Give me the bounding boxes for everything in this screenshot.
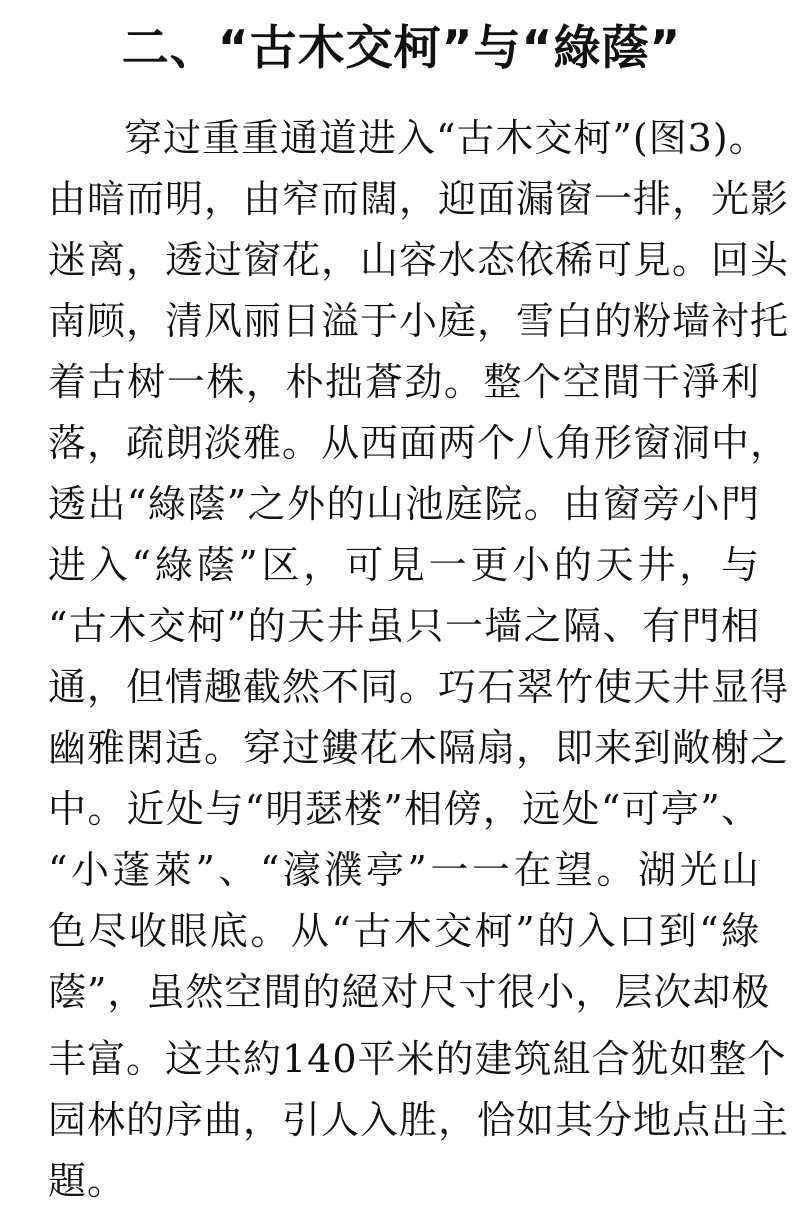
- text-line: 园林的序曲，引人入胜，恰如其分地点出主: [48, 1098, 790, 1142]
- text-line: 南顾，清风丽日溢于小庭，雪白的粉墙衬托: [48, 299, 790, 343]
- section-heading: 二、“古木交柯”与“綠蔭”: [121, 21, 682, 76]
- text-line: 蔭”，虽然空間的絕对尺寸很小，层次却极: [48, 970, 771, 1014]
- text-line: 中。近处与“明瑟楼”相傍，远处“可亭”、: [48, 787, 760, 831]
- text-line: 进入“綠蔭”区，可見一更小的天井，与: [48, 543, 760, 587]
- text-line: 由暗而明，由窄而闊，迎面漏窗一排，光影: [48, 177, 790, 221]
- text-line: 通，但情趣截然不同。巧石翠竹使天井显得: [48, 665, 790, 709]
- text-line: 題。: [48, 1159, 127, 1203]
- text-line: “古木交柯”的天井虽只一墙之隔、有門相: [48, 604, 760, 648]
- text-line: 穿过重重通道进入“古木交柯”(图3)。: [124, 116, 768, 160]
- text-line: “小蓬萊”、“濠濮亭”一一在望。湖光山: [48, 848, 760, 892]
- text-line: 色尽收眼底。从“古木交柯”的入口到“綠: [48, 909, 760, 953]
- text-line: 迷离，透过窗花，山容水态依稀可見。回头: [48, 238, 790, 282]
- text-line: 幽雅閑适。穿过鏤花木隔扇，即来到敞榭之: [48, 726, 790, 770]
- text-line: 丰富。这共約140平米的建筑組合犹如整个: [48, 1037, 787, 1081]
- body-paragraph: [48, 108, 790, 1212]
- text-line: 着古树一株，朴拙蒼劲。整个空間干淨利: [48, 360, 760, 404]
- text-line: 透出“綠蔭”之外的山池庭院。由窗旁小門: [48, 482, 760, 526]
- text-line: 落，疏朗淡雅。从西面两个八角形窗洞中，: [48, 421, 790, 465]
